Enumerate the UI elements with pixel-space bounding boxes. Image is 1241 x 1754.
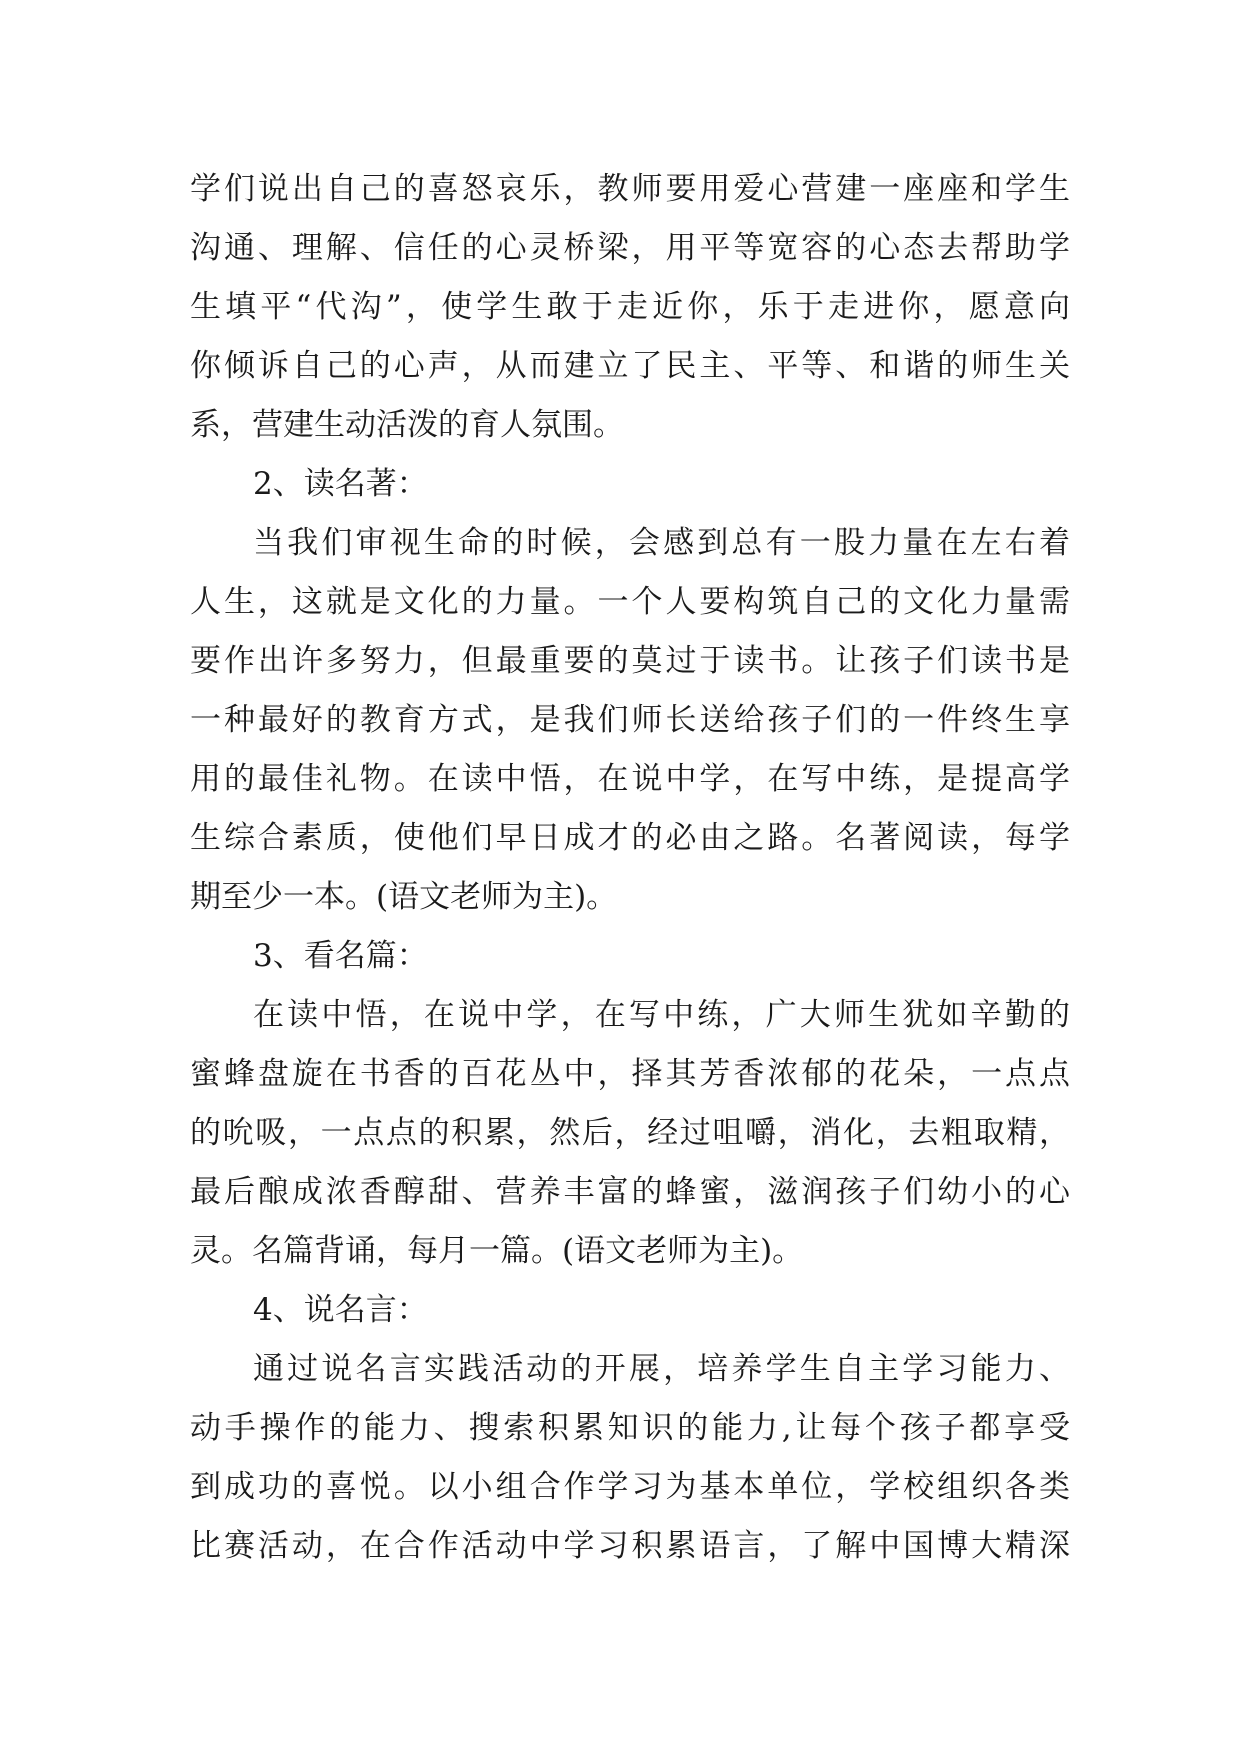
- text-line: 系，营建生动活泼的育人氛围。: [190, 407, 624, 443]
- text-line: 用的最佳礼物。在读中悟，在说中学，在写中练，是提高学: [190, 761, 1070, 797]
- text-line: 蜜蜂盘旋在书香的百花丛中，择其芳香浓郁的花朵，一点点: [190, 1056, 1070, 1092]
- text-line: 沟通、理解、信任的心灵桥梁，用平等宽容的心态去帮助学: [190, 230, 1070, 266]
- text-line: 通过说名言实践活动的开展，培养学生自主学习能力、: [253, 1351, 1070, 1387]
- section-heading-famous-quotes: 4、说名言：: [253, 1292, 428, 1328]
- text-line: 生填平“代沟”，使学生敢于走近你，乐于走进你，愿意向: [190, 289, 1070, 325]
- text-line: 学们说出自己的喜怒哀乐，教师要用爱心营建一座座和学生: [190, 171, 1070, 207]
- text-line: 在读中悟，在说中学，在写中练，广大师生犹如辛勤的: [253, 997, 1070, 1033]
- text-line: 你倾诉自己的心声，从而建立了民主、平等、和谐的师生关: [190, 348, 1070, 384]
- section-heading-famous-articles: 3、看名篇：: [253, 938, 428, 974]
- text-line: 当我们审视生命的时候，会感到总有一股力量在左右着: [253, 525, 1070, 561]
- text-line: 灵。名篇背诵，每月一篇。(语文老师为主)。: [190, 1233, 804, 1269]
- text-line: 一种最好的教育方式，是我们师长送给孩子们的一件终生享: [190, 702, 1070, 738]
- text-line: 人生，这就是文化的力量。一个人要构筑自己的文化力量需: [190, 584, 1070, 620]
- document-body: [190, 160, 1070, 1576]
- text-line: 的吮吸，一点点的积累，然后，经过咀嚼，消化，去粗取精，: [190, 1115, 1070, 1151]
- text-line: 动手操作的能力、搜索积累知识的能力,让每个孩子都享受: [190, 1410, 1070, 1446]
- text-line: 到成功的喜悦。以小组合作学习为基本单位，学校组织各类: [190, 1469, 1070, 1505]
- text-line: 最后酿成浓香醇甜、营养丰富的蜂蜜，滋润孩子们幼小的心: [190, 1174, 1070, 1210]
- text-line: 比赛活动，在合作活动中学习积累语言，了解中国博大精深: [190, 1528, 1070, 1564]
- text-line: 生综合素质，使他们早日成才的必由之路。名著阅读，每学: [190, 820, 1070, 856]
- text-line: 要作出许多努力，但最重要的莫过于读书。让孩子们读书是: [190, 643, 1070, 679]
- text-line: 期至少一本。(语文老师为主)。: [190, 879, 618, 915]
- section-heading-read-classics: 2、读名著：: [253, 466, 428, 502]
